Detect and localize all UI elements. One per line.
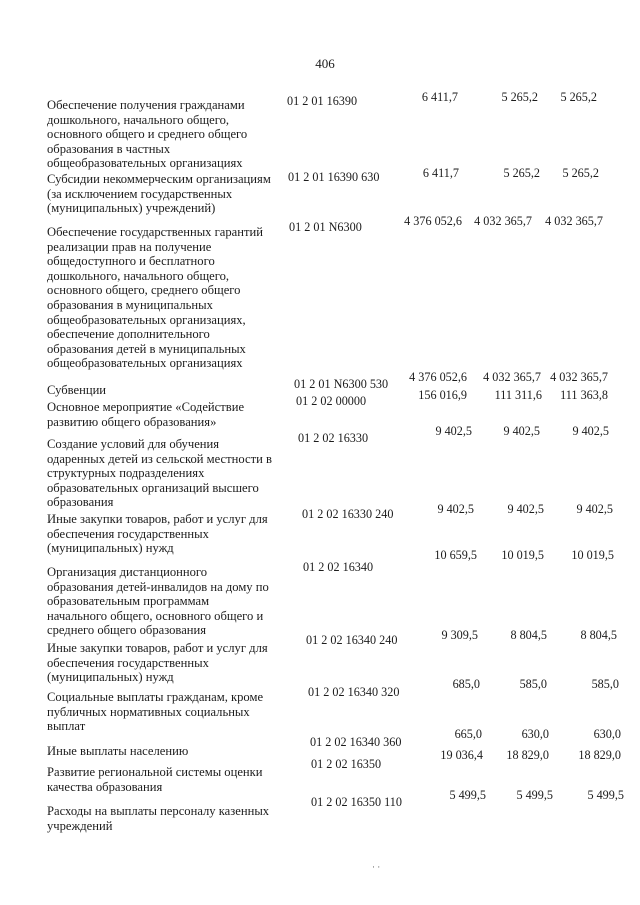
row-name: Социальные выплаты гражданам, кроме публичных нормативных социальных выплат — [47, 690, 264, 734]
row-amount-1: 10 659,5 — [434, 548, 477, 562]
row-amount-3: 9 402,5 — [576, 502, 613, 516]
row-name: Основное мероприятие «Содействие развитию общего образования» — [47, 400, 245, 429]
row-amount-1: 4 376 052,6 — [404, 214, 462, 228]
row-code: 01 2 02 16340 320 — [308, 685, 400, 699]
row-code: 01 2 02 16340 — [303, 560, 374, 574]
row-amount-1: 9 309,5 — [441, 628, 478, 642]
row-code: 01 2 02 16350 — [311, 757, 382, 771]
row-amount-3: 4 032 365,7 — [545, 214, 603, 228]
page-number: 406 — [315, 56, 335, 71]
row-name: Иные закупки товаров, работ и услуг для обеспечения государственных (муниципальных) нужд — [47, 641, 268, 685]
row-code: 01 2 02 16330 — [298, 431, 369, 445]
row-name: Иные выплаты населению — [47, 744, 189, 758]
row-amount-1: 19 036,4 — [440, 748, 483, 762]
row-amount-2: 5 499,5 — [516, 788, 553, 802]
row-name: Обеспечение государственных гарантий реализации прав на получение общедоступного и бесплатного дошкольного, начального общего, основного общего, среднего общего образования в муниципальных общеобразовательных организациях, обеспечение дополнительного образования детей в муниципальных общеобразовательных организациях — [47, 225, 263, 371]
row-name: Создание условий для обучения одаренных детей из сельской местности в структурных подразделениях образовательных организаций высшего образования — [47, 437, 272, 510]
row-name: Иные закупки товаров, работ и услуг для обеспечения государственных (муниципальных) нужд — [47, 512, 268, 556]
row-name: Субсидии некоммерческим организациям (за исключением государственных (муниципальных) учреждений) — [47, 172, 271, 216]
row-amount-1: 685,0 — [452, 677, 480, 691]
row-name: Расходы на выплаты персоналу казенных учреждений — [47, 804, 270, 833]
row-code: 01 2 02 16340 240 — [306, 633, 398, 647]
row-code: 01 2 02 16330 240 — [302, 507, 394, 521]
row-amount-2: 9 402,5 — [503, 424, 540, 438]
row-amount-3: 111 363,8 — [560, 388, 608, 402]
row-amount-1: 5 499,5 — [449, 788, 486, 802]
row-amount-1: 9 402,5 — [437, 502, 474, 516]
row-code: 01 2 02 16340 360 — [310, 735, 402, 749]
row-amount-2: 585,0 — [519, 677, 547, 691]
row-amount-2: 8 804,5 — [510, 628, 547, 642]
row-code: 01 2 01 16390 630 — [288, 170, 380, 184]
row-amount-3: 5 265,2 — [562, 166, 599, 180]
row-code: 01 2 01 N6300 — [289, 220, 362, 234]
row-amount-2: 10 019,5 — [501, 548, 544, 562]
row-amount-1: 6 411,7 — [421, 90, 458, 104]
row-amount-1: 9 402,5 — [435, 424, 472, 438]
scan-mark: · · — [372, 862, 381, 872]
row-amount-3: 5 265,2 — [560, 90, 597, 104]
row-amount-1: 156 016,9 — [418, 388, 467, 402]
row-amount-2: 18 829,0 — [506, 748, 549, 762]
row-amount-3: 9 402,5 — [572, 424, 609, 438]
row-amount-3: 5 499,5 — [587, 788, 624, 802]
row-amount-1: 4 376 052,6 — [409, 370, 467, 384]
row-amount-2: 630,0 — [521, 727, 549, 741]
row-code: 01 2 01 N6300 530 — [294, 377, 389, 391]
row-amount-3: 8 804,5 — [580, 628, 617, 642]
row-amount-3: 10 019,5 — [571, 548, 614, 562]
row-name: Развитие региональной системы оценки качества образования — [47, 765, 263, 794]
row-amount-2: 4 032 365,7 — [474, 214, 532, 228]
row-amount-2: 5 265,2 — [503, 166, 540, 180]
row-amount-2: 111 311,6 — [494, 388, 542, 402]
row-code: 01 2 02 00000 — [296, 394, 367, 408]
row-code: 01 2 02 16350 110 — [311, 795, 402, 809]
row-amount-3: 585,0 — [591, 677, 619, 691]
row-amount-2: 5 265,2 — [501, 90, 538, 104]
row-name: Обеспечение получения гражданами дошкольного, начального общего, основного общего и среднего общего образования в частных общеобразовательных организациях — [47, 98, 248, 171]
row-amount-2: 4 032 365,7 — [483, 370, 541, 384]
row-name: Субвенции — [47, 383, 107, 397]
row-amount-3: 4 032 365,7 — [550, 370, 608, 384]
row-name: Организация дистанционного образования детей-инвалидов на дому по образовательным программам начального общего, основного общего и среднего общего образования — [47, 565, 269, 638]
row-amount-3: 18 829,0 — [578, 748, 621, 762]
row-amount-3: 630,0 — [593, 727, 621, 741]
row-amount-2: 9 402,5 — [507, 502, 544, 516]
row-amount-1: 665,0 — [454, 727, 482, 741]
row-code: 01 2 01 16390 — [287, 94, 358, 108]
row-amount-1: 6 411,7 — [422, 166, 459, 180]
